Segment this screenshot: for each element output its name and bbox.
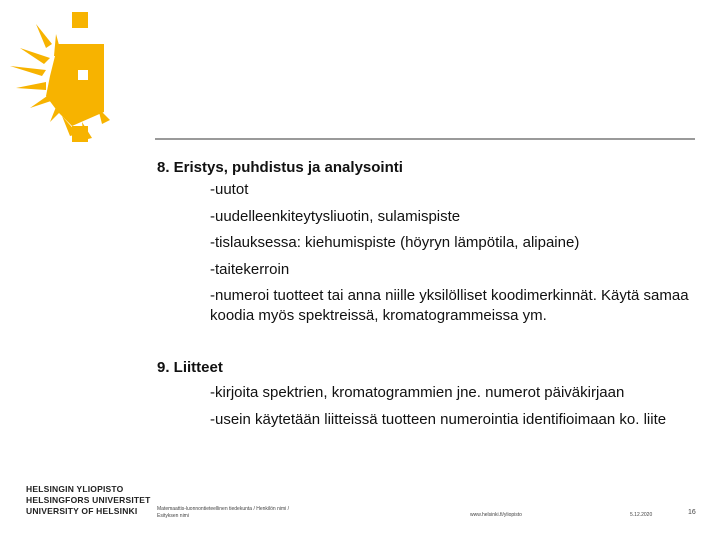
list-item: -taitekerroin — [210, 261, 290, 278]
list-item: -numeroi tuotteet tai anna niille yksilölliset koodimerkinnät. Käytä samaa koodia myös spektreissä, kromatogrammeissa ym. — [210, 287, 689, 324]
university-name — [26, 484, 151, 517]
list-item: -kirjoita spektrien, kromatogrammien jne. numerot päiväkirjaan — [210, 384, 625, 401]
university-flame-logo — [6, 4, 116, 144]
section-heading-9: 9. Liitteet — [157, 359, 223, 376]
footer-url[interactable]: www.helsinki.fi/yliopisto — [470, 512, 522, 518]
footer-title: Esityksen nimi — [157, 513, 189, 519]
list-item: -tislauksessa: kiehumispiste (höyryn lämpötila, alipaine) — [210, 234, 580, 251]
university-name-fi: HELSINGIN YLIOPISTO — [26, 484, 124, 494]
footer-faculty: Matemaattis-luonnontieteellinen tiedekunta / Henkilön nimi / — [157, 506, 290, 512]
list-item: -usein käytetään liitteissä tuotteen numerointia identifioimaan ko. liite — [210, 411, 667, 428]
university-name-en: UNIVERSITY OF HELSINKI — [26, 506, 138, 516]
divider-line — [155, 138, 695, 140]
list-item: -uutot — [210, 181, 249, 198]
university-name-sv: HELSINGFORS UNIVERSITET — [26, 495, 151, 505]
footer-date: 5.12.2020 — [630, 512, 653, 518]
footer-meta — [157, 506, 289, 520]
section-heading-8: 8. Eristys, puhdistus ja analysointi — [157, 159, 403, 176]
page-number: 16 — [688, 509, 696, 516]
list-item: -uudelleenkiteytysliuotin, sulamispiste — [210, 208, 461, 225]
